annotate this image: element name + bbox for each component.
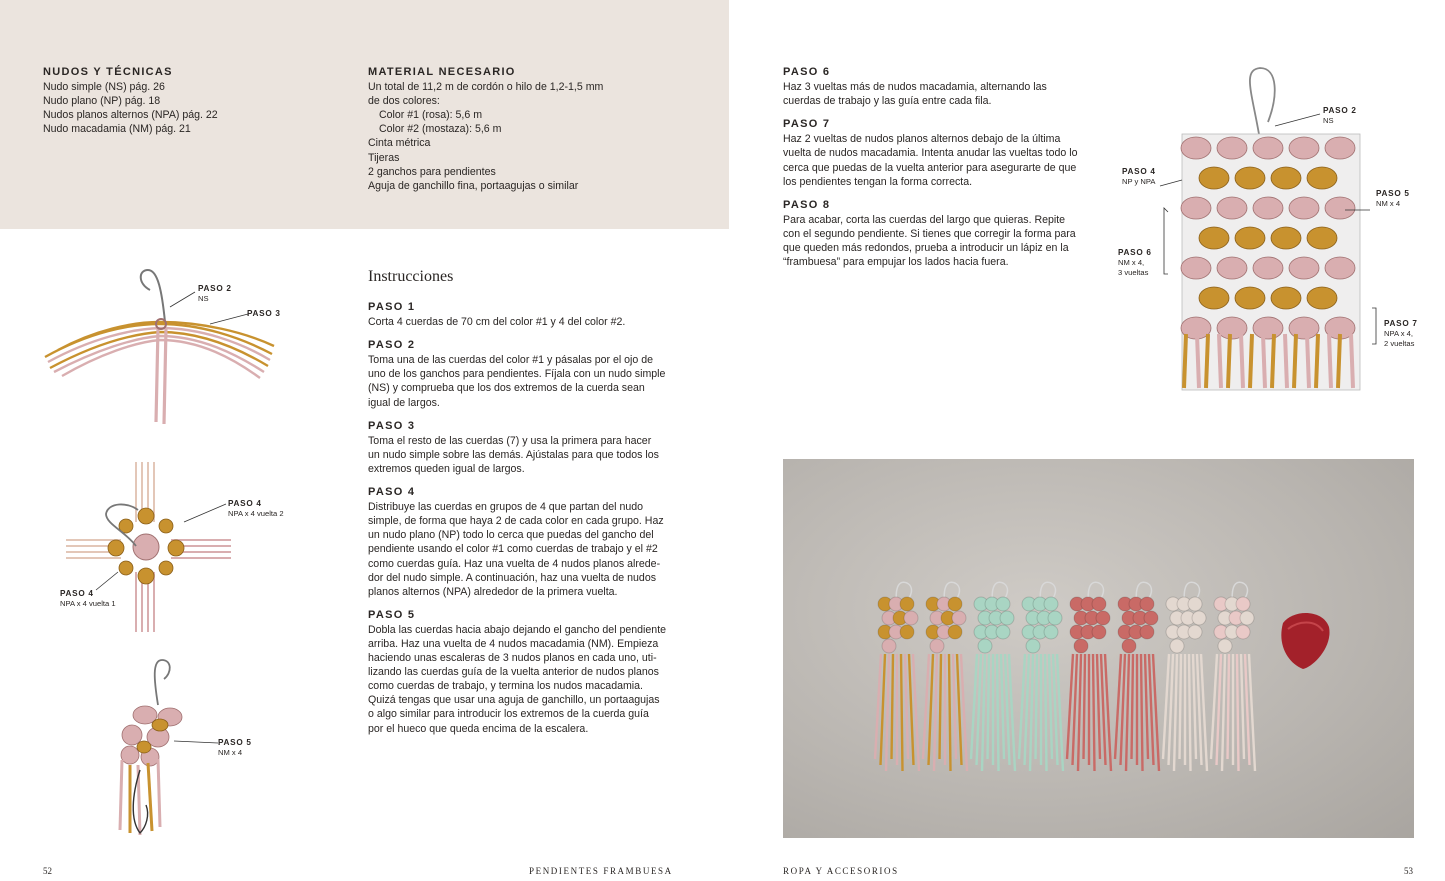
nudos-line: Nudos planos alternos (NPA) pág. 22 (43, 109, 218, 122)
pattern-cord (1285, 334, 1287, 388)
raspberry (1281, 613, 1329, 669)
earring-knot (948, 597, 962, 611)
step-line: uno de los ganchos para pendientes. Fíjala con un nudo simple (368, 368, 666, 381)
step-line: haciendo unas escaleras de 3 nudos planos en cada uno, uti- (368, 652, 657, 665)
step-line: arriba. Haz una vuelta de 4 nudos macadamia (NM). Empieza (368, 637, 659, 650)
earring-knot (1236, 597, 1250, 611)
earring-tassel (953, 654, 956, 759)
label-a1 (198, 284, 232, 304)
label-p5 (1376, 189, 1410, 209)
step-3 (368, 419, 708, 476)
material-title: MATERIAL NECESARIO (368, 66, 516, 78)
pattern-knot (1289, 257, 1319, 279)
step-line: extremos queden igual de largos. (368, 462, 525, 475)
earring-knot (1092, 597, 1106, 611)
step-6 (783, 65, 1103, 108)
label-p2 (1323, 106, 1357, 126)
step-line: vuelta de nudos macadamia. Intenta anudar las vueltas todo lo (783, 147, 1078, 160)
earring-knot (930, 639, 944, 653)
step-line: Corta 4 cuerdas de 70 cm del color #1 y 4 del color #2. (368, 316, 626, 329)
earring-tassel (1049, 654, 1052, 759)
pattern-knot (1217, 137, 1247, 159)
pattern-knot (1199, 287, 1229, 309)
pattern-cord (1263, 334, 1265, 388)
label-c1 (218, 738, 252, 758)
material-line: Aguja de ganchillo fina, portaagujas o similar (368, 179, 579, 192)
illustration-step2-3 (40, 262, 280, 432)
step-line: planos alternos (NPA) alrededor de la primera vuelta. (368, 585, 618, 598)
pattern-cord (1197, 334, 1199, 388)
earring-knot (1044, 597, 1058, 611)
label-sub: 2 vueltas (1384, 339, 1415, 348)
pattern-knot (1199, 227, 1229, 249)
step-line: un nudo plano (NP) todo lo cerca que puedas del gancho del (368, 529, 654, 542)
right-steps (783, 65, 1103, 278)
step-title: PASO 1 (368, 301, 416, 313)
nudos-section (43, 65, 218, 136)
running-head-left: PENDIENTES FRAMBUESA (529, 866, 673, 876)
earring-tassel (1211, 654, 1217, 759)
pattern-cord (1206, 334, 1208, 388)
step-line: cerca que puedas de la vuelta anterior para asegurarte de que (783, 161, 1077, 174)
material-section (368, 65, 603, 193)
step-1 (368, 300, 708, 329)
material-line: Color #2 (mostaza): 5,6 m (379, 123, 502, 136)
earring-tassel (875, 654, 881, 759)
pattern-knot (1307, 167, 1337, 189)
pattern-knot (1289, 317, 1319, 339)
earring-tassel (971, 654, 977, 759)
step-line: Toma el resto de las cuerdas (7) y usa la primera para hacer (368, 434, 652, 447)
step-8 (783, 198, 1103, 269)
step-line: Para acabar, corta las cuerdas del largo que quieras. Repite (783, 213, 1066, 226)
label-b2 (60, 589, 116, 609)
earring-tassel (905, 654, 908, 759)
material-line: Tijeras (368, 151, 400, 164)
pattern-knot (1325, 257, 1355, 279)
earring-tassel (1193, 654, 1196, 759)
earring-tassel (982, 654, 985, 771)
earring-knot (1236, 625, 1250, 639)
earring-tassel (1132, 654, 1134, 759)
step-title: PASO 7 (783, 118, 831, 131)
step-line: lizando las cuerdas guía de la vuelta anterior de nudos planos (368, 666, 659, 679)
earring-knot (1048, 611, 1062, 625)
pattern-knot (1271, 287, 1301, 309)
pattern-knot (1181, 197, 1211, 219)
label-sub: NM x 4 (218, 748, 243, 757)
earring-tassel (1030, 654, 1033, 771)
material-line: Un total de 11,2 m de cordón o hilo de 1,2-1,5 mm (368, 81, 604, 94)
material-line: 2 ganchos para pendientes (368, 165, 496, 178)
pattern-cord (1307, 334, 1309, 388)
earring-knot (1144, 611, 1158, 625)
earring-tassel (923, 654, 929, 759)
earring-tassel (1141, 654, 1143, 771)
earring-knot (1170, 639, 1184, 653)
step-5 (368, 608, 708, 736)
earring-tassel (1115, 654, 1121, 759)
step-line: o algo similar para introducir los extremos de la cuerda guía (368, 708, 649, 721)
pattern-knot (1271, 167, 1301, 189)
pattern-knot (1235, 287, 1265, 309)
earrings-photo-art (783, 459, 1414, 838)
earring-knot (1240, 611, 1254, 625)
step-line: con el segundo pendiente. Si tienes que corregir la forma para (783, 227, 1076, 240)
step-title: PASO 8 (783, 198, 831, 211)
pattern-knot (1181, 257, 1211, 279)
label-sub: NPA x 4 vuelta 1 (60, 599, 116, 608)
earring-tassel (1237, 654, 1239, 771)
nudos-line: Nudo macadamia (NM) pág. 21 (43, 123, 191, 136)
material-line: de dos colores: (368, 95, 440, 108)
step-line: cuerdas de trabajo y las guía entre cada fila. (783, 95, 992, 108)
pattern-knot (1307, 227, 1337, 249)
pattern-knot (1289, 197, 1319, 219)
earring-tassel (1180, 654, 1182, 759)
earring-knot (996, 597, 1010, 611)
label-a2 (247, 309, 281, 319)
label-sub: NM x 4, (1118, 258, 1145, 267)
label-title: PASO 2 (198, 284, 232, 293)
earring-tassel (1189, 654, 1191, 771)
step-line: Dobla las cuerdas hacia abajo dejando el gancho del pendiente (368, 623, 667, 636)
earring-knot (1092, 625, 1106, 639)
pattern-knot (1289, 137, 1319, 159)
step-title: PASO 2 (368, 339, 416, 352)
pattern-knot (1325, 197, 1355, 219)
pattern-cord (1184, 334, 1186, 388)
pattern-knot (1217, 197, 1247, 219)
earring-knot (1122, 639, 1136, 653)
earring-knot (882, 639, 896, 653)
earring-knot (1026, 639, 1040, 653)
pattern-cord (1250, 334, 1252, 388)
earring-knot (900, 625, 914, 639)
label-p7 (1384, 319, 1418, 349)
step-title: PASO 6 (783, 66, 831, 78)
material-line: Cinta métrica (368, 137, 431, 150)
pattern-cord (1338, 334, 1340, 388)
pattern-knot (1253, 257, 1283, 279)
earring-tassel (1097, 654, 1100, 759)
page-number-right: 53 (1404, 866, 1413, 876)
pattern-cord (1272, 334, 1274, 388)
pattern-cord (1329, 334, 1331, 388)
earring-tassel (1019, 654, 1025, 759)
earring-tassel (901, 654, 903, 771)
earring-tassel (886, 654, 889, 771)
earring-tassel (892, 654, 894, 759)
label-title: PASO 4 (228, 499, 262, 508)
earring-knot (996, 625, 1010, 639)
pattern-cord (1228, 334, 1230, 388)
step-line: los pendientes tengan la forma correcta. (783, 175, 973, 188)
pattern-knot (1253, 137, 1283, 159)
label-title: PASO 5 (218, 738, 252, 747)
label-title: PASO 3 (247, 309, 281, 318)
step-line: pendiente usando el color #1 como cuerdas de trabajo y el #2 (368, 543, 658, 556)
earring-tassel (940, 654, 942, 759)
earring-tassel (1084, 654, 1086, 759)
pattern-knot (1307, 287, 1337, 309)
label-p4 (1122, 167, 1156, 187)
label-p6 (1118, 248, 1152, 278)
pattern-knot (1325, 137, 1355, 159)
earring-tassel (997, 654, 999, 771)
left-steps (368, 300, 708, 745)
earring-tassel (949, 654, 951, 771)
earring-knot (1140, 625, 1154, 639)
step-2 (368, 338, 708, 409)
step-line: por el hueco que queda encima de la escalera. (368, 722, 589, 735)
earring-knot (1188, 625, 1202, 639)
label-sub: NP y NPA (1122, 177, 1156, 186)
pattern-cord (1294, 334, 1296, 388)
label-sub: NM x 4 (1376, 199, 1401, 208)
step-line: Toma una de las cuerdas del color #1 y pásalas por el ojo de (368, 354, 654, 367)
pattern-knot (1235, 167, 1265, 189)
earring-tassel (1222, 654, 1225, 771)
earring-knot (1044, 625, 1058, 639)
label-title: PASO 4 (1122, 167, 1156, 176)
earring-tassel (934, 654, 937, 771)
earring-tassel (1241, 654, 1244, 759)
earring-knot (978, 639, 992, 653)
pattern-knot (1271, 227, 1301, 249)
step-7 (783, 117, 1103, 188)
earrings-photo (783, 459, 1414, 838)
earring-knot (952, 611, 966, 625)
pattern-cord (1316, 334, 1318, 388)
label-sub: NPA x 4 vuelta 2 (228, 509, 284, 518)
illustration-step5 (100, 655, 230, 840)
earring-tassel (1093, 654, 1095, 771)
earring-knot (948, 625, 962, 639)
step-line: Quizá tengas que usar una aguja de ganchillo, un portaagujas (368, 694, 660, 707)
pattern-knot (1181, 137, 1211, 159)
step-title: PASO 5 (368, 608, 416, 621)
earring-tassel (1036, 654, 1038, 759)
earring-tassel (1228, 654, 1230, 759)
step-4 (368, 485, 708, 599)
pattern-knot (1253, 197, 1283, 219)
step-line: “frambuesa” para empujar los lados hacia fuera. (783, 256, 1009, 269)
earring-knot (1000, 611, 1014, 625)
material-line: Color #1 (rosa): 5,6 m (379, 109, 483, 122)
label-sub: NS (198, 294, 209, 303)
step-line: igual de largos. (368, 396, 440, 409)
label-sub: NPA x 4, (1384, 329, 1413, 338)
step-line: como cuerdas de trabajo, y termina los nudos macadamia. (368, 680, 643, 693)
nudos-line: Nudo simple (NS) pág. 26 (43, 81, 165, 94)
earring-tassel (1126, 654, 1129, 771)
step-line: que queden más redondos, prueba a introducir un lápiz en la (783, 242, 1069, 255)
running-head-right: ROPA Y ACCESORIOS (783, 866, 899, 876)
step-line: simple, de forma que haya 2 de cada color en cada grupo. Haz (368, 515, 664, 528)
earring-knot (1074, 639, 1088, 653)
earring-tassel (1045, 654, 1047, 771)
earring-tassel (1145, 654, 1148, 759)
earring-tassel (1001, 654, 1004, 759)
label-sub: NS (1323, 116, 1334, 125)
pattern-knot (1253, 317, 1283, 339)
earring-tassel (1078, 654, 1081, 771)
pattern-knot (1217, 257, 1247, 279)
step-line: Haz 3 vueltas más de nudos macadamia, alternando las (783, 81, 1047, 94)
earring-knot (900, 597, 914, 611)
label-title: PASO 7 (1384, 319, 1418, 328)
earring-knot (1218, 639, 1232, 653)
step-line: (NS) y comprueba que los dos extremos de la cuerda sean (368, 382, 645, 395)
pattern-cord (1219, 334, 1221, 388)
label-sub: 3 vueltas (1118, 268, 1149, 277)
earring-tassel (1163, 654, 1169, 759)
earring-knot (904, 611, 918, 625)
label-title: PASO 2 (1323, 106, 1357, 115)
label-b1 (228, 499, 284, 519)
step-line: como cuerdas guía. Haz una vuelta de 4 nudos planos alrede- (368, 557, 661, 570)
earring-tassel (1067, 654, 1073, 759)
instructions-heading: Instrucciones (368, 268, 454, 285)
step-title: PASO 4 (368, 486, 416, 499)
pattern-knot (1235, 227, 1265, 249)
page-number-left: 52 (43, 866, 52, 876)
earring-knot (1096, 611, 1110, 625)
step-line: un nudo simple sobre las demás. Ajústalas para que todos los (368, 448, 659, 461)
step-title: PASO 3 (368, 419, 416, 432)
nudos-line: Nudo plano (NP) pág. 18 (43, 95, 161, 108)
step-line: dor del nudo simple. A continuación, haz una vuelta de nudos (368, 571, 657, 584)
earring-knot (1140, 597, 1154, 611)
earring-knot (1188, 597, 1202, 611)
label-title: PASO 4 (60, 589, 94, 598)
step-line: Haz 2 vueltas de nudos planos alternos debajo de la última (783, 133, 1061, 146)
label-title: PASO 6 (1118, 248, 1152, 257)
nudos-title: NUDOS Y TÉCNICAS (43, 66, 173, 78)
earring-knot (1192, 611, 1206, 625)
pattern-knot (1199, 167, 1229, 189)
pattern-cord (1351, 334, 1353, 388)
earring-tassel (988, 654, 990, 759)
earring-tassel (1174, 654, 1177, 771)
label-title: PASO 5 (1376, 189, 1410, 198)
pattern-cord (1241, 334, 1243, 388)
step-line: Distribuye las cuerdas en grupos de 4 que partan del nudo (368, 501, 644, 514)
